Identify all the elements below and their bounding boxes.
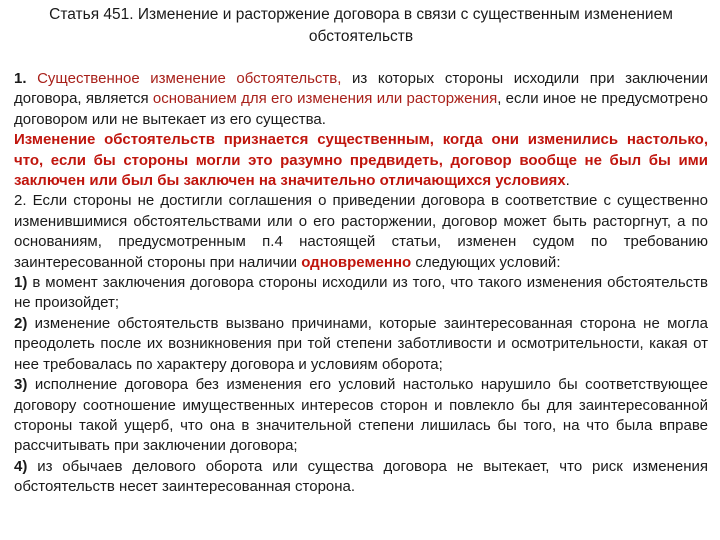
highlight-essential-change: Существенное изменение обстоятельств,	[37, 70, 342, 87]
condition-item-1	[14, 273, 708, 314]
text-fragment: 2. Если стороны не достигли соглашения о приведении договора в соответствие с существенно изменившимися обстоятельствами или о его расторжении, договор может быть расторгнут, а по основаниям, предусмотренным п.4 настоящей статьи, изменен судом по требованию заинтересованной стороны при наличии	[14, 192, 708, 271]
item-text: исполнение договора без изменения его условий настолько нарушило бы соответствующее договору соотношение имущественных интересов сторон и повлекло бы для заинтересованной стороны такой ущерб, что она в значительной степени лишилась бы того, на что была вправе рассчитывать при заключении договора;	[14, 376, 708, 455]
title-line-1: Статья 451. Изменение и расторжение договора в связи с существенным изменением	[49, 6, 673, 23]
paragraph-number: 1.	[14, 70, 27, 87]
item-text: из обычаев делового оборота или существа договора не вытекает, что риск изменения обстоятельств несет заинтересованная сторона.	[14, 457, 708, 496]
item-number: 1)	[14, 274, 28, 292]
text-fragment: , если иное не предусмотрено договором или не вытекает из его существа.	[14, 90, 708, 128]
item-number: 3)	[14, 376, 28, 394]
item-text: в момент заключения договора стороны исходили из того, что такого изменения обстоятельств не произойдет;	[14, 274, 708, 312]
highlight-definition: Изменение обстоятельств признается существенным, когда они изменились настолько, что, если бы стороны могли это разумно предвидеть, договор вообще не был бы ими заключен или был бы заключен на значительно отличающихся условиях	[14, 131, 708, 190]
highlight-simultaneously: одновременно	[301, 253, 412, 271]
paragraph-definition	[14, 130, 708, 191]
condition-item-2	[14, 314, 708, 375]
page-title	[14, 0, 708, 48]
text-fragment	[27, 70, 38, 87]
paragraph-2	[14, 191, 708, 273]
text-fragment: следующих условий:	[411, 253, 561, 271]
title-line-2: обстоятельств	[308, 28, 414, 45]
text-fragment: .	[565, 172, 570, 190]
condition-item-3	[14, 375, 708, 457]
item-number: 4)	[14, 457, 28, 475]
paragraph-1	[14, 69, 708, 130]
item-text: изменение обстоятельств вызвано причинами, которые заинтересованная сторона не могла преодолеть после их возникновения при той степени заботливости и осмотрительности, какая от нее требовалась по характеру договора и условиям оборота;	[14, 314, 708, 373]
article-body	[14, 69, 708, 498]
text-fragment: из которых стороны исходили при заключении договора, является	[14, 70, 708, 108]
condition-item-4	[14, 457, 708, 498]
item-number: 2)	[14, 314, 28, 332]
highlight-grounds: основанием для его изменения или расторжения	[152, 90, 498, 108]
